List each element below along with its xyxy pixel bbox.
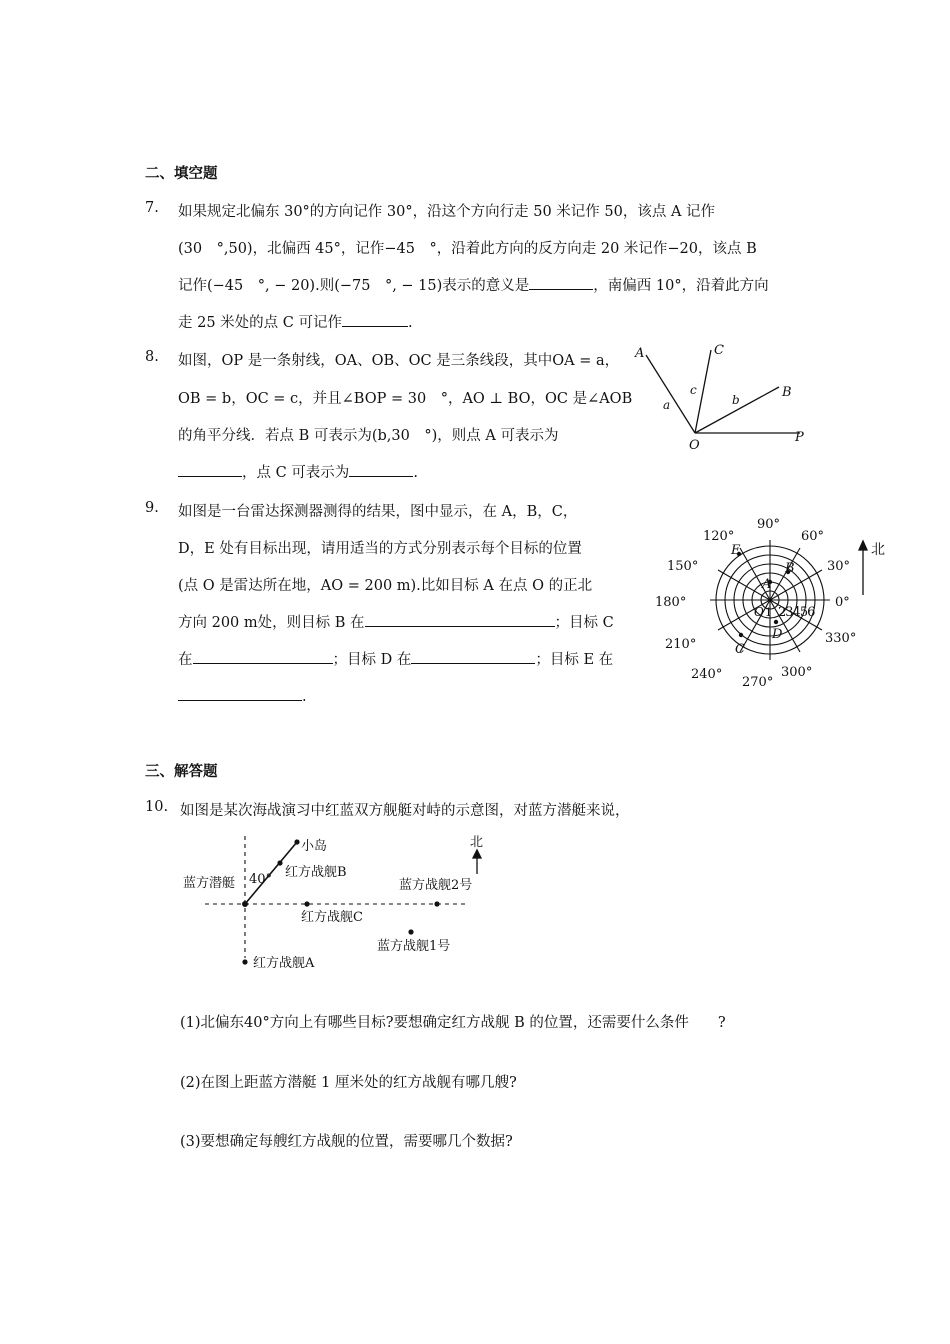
red-ship-b-label: 红方战舰B [285,865,347,880]
blue-submarine-dot [242,901,248,907]
angle-label: 210° [665,637,697,652]
blue-ship-1-dot [408,929,413,934]
subquestion-3: (3)要想确定每艘红方战舰的位置，需要哪几个数据? [180,1134,513,1150]
question-text: (30 °,50)，北偏西 45°，记作−45 °，沿着此方向的反方向走 20 米记作−20，该点 B [178,241,757,257]
target-c-label: C [735,642,745,657]
question-text: 如图，OP 是一条射线，OA、OB、OC 是三条线段，其中OA = a， [178,353,620,369]
angle-label: 0° [835,595,850,610]
label-c-point: C [714,343,724,358]
target-e-label: E [731,543,741,558]
naval-figure [175,828,505,973]
angle-40-label: 40° [249,872,273,887]
text-segment: ，南偏西 10°，沿着此方向 [593,278,769,294]
question-text: (点 O 是雷达所在地，AO = 200 m).比如目标 A 在点 O 的正北 [178,578,593,594]
red-ship-a-label: 红方战舰A [253,956,315,971]
radar-figure [655,510,895,695]
label-b-point: B [782,385,792,400]
text-segment: . [413,465,418,481]
answer-blank[interactable] [411,649,535,664]
blue-ship-2-label: 蓝方战舰2号 [399,878,473,893]
label-a-point: A [635,346,645,361]
target-b-label: B [785,561,795,576]
red-ship-c-label: 红方战舰C [301,910,363,925]
red-ship-a-dot [242,959,247,964]
submarine-label: 蓝方潜艇 [183,876,236,891]
label-c-length: c [690,383,697,397]
question-number: 8. [145,349,159,365]
answer-blank[interactable] [365,612,555,627]
angle-label: 90° [757,517,781,532]
target-d-label: D [772,627,783,642]
question-number: 9. [145,500,159,516]
question-text: 如图是某次海战演习中红蓝双方舰艇对峙的示意图，对蓝方潜艇来说， [180,803,630,819]
subquestion-2: (2)在图上距蓝方潜艇 1 厘米处的红方战舰有哪几艘? [180,1075,517,1091]
angle-label: 300° [781,665,813,680]
question-text: 如果规定北偏东 30°的方向记作 30°，沿这个方向行走 50 米记作 50，该点 A 记作 [178,204,716,220]
text-segment: 在 [178,652,193,668]
label-a-length: a [663,398,671,412]
segment-oa [646,355,695,433]
question-text [178,648,613,669]
answer-blank[interactable] [193,649,333,664]
angle-label: 240° [691,667,723,682]
angle-label: 330° [825,631,857,646]
text-segment: ；目标 D 在 [332,652,412,668]
question-text: 如图是一台雷达探测器测得的结果，图中显示，在 A，B，C， [178,504,578,520]
question-text [178,311,413,332]
angle-label: 30° [827,559,851,574]
answer-blank[interactable] [529,275,593,290]
label-b-length: b [732,393,740,407]
north-label: 北 [470,835,484,850]
blue-ship-1-label: 蓝方战舰1号 [377,939,451,954]
label-o-point: O [689,438,700,453]
text-segment: . [302,689,307,705]
angle-label: 60° [801,529,825,544]
question-text [178,274,769,295]
text-segment: 走 25 米处的点 C 可记作 [178,315,342,331]
red-ship-c-dot [304,901,309,906]
question-text [178,686,307,705]
segment-oc [695,350,711,433]
island-dot [294,839,299,844]
north-label: 北 [871,542,885,558]
section-title-fill-blank: 二、填空题 [145,166,218,182]
north-arrow-head [473,850,481,858]
angle-label: 180° [655,595,687,610]
angle-label: 150° [667,559,699,574]
target-d-dot [774,620,778,624]
answer-blank[interactable] [178,686,302,701]
text-segment: ；目标 E 在 [535,652,614,668]
text-segment: 方向 200 m处，则目标 B 在 [178,615,365,631]
question-number: 10. [145,799,169,815]
question-number: 7. [145,200,159,216]
section-title-answer: 三、解答题 [145,764,218,780]
question-text: OB = b，OC = c，并且∠BOP = 30 °，AO ⊥ BO，OC 是∠AOB [178,391,633,407]
text-segment: . [407,315,413,331]
answer-blank[interactable] [342,312,408,327]
question-text: D，E 处有目标出现，请用适当的方式分别表示每个目标的位置 [178,541,582,557]
north-arrow-head [859,541,867,550]
ring-number: 1 [765,606,772,619]
answer-blank[interactable] [349,462,413,477]
answer-blank[interactable] [178,462,242,477]
angle-figure [625,338,815,458]
question-text [178,461,418,482]
text-segment: ；目标 C [554,615,614,631]
subquestion-1: (1)北偏东40°方向上有哪些目标?要想确定红方战舰 B 的位置，还需要什么条件 ? [180,1015,726,1031]
text-segment: ，点 C 可表示为 [242,465,350,481]
target-c-dot [739,633,743,637]
angle-label: 120° [703,529,735,544]
question-text [178,611,614,632]
ring-numbers: 23456 [778,605,815,620]
island-label: 小岛 [301,839,328,854]
text-segment: 记作(−45 °, − 20).则(−75 °, − 15)表示的意义是 [178,278,530,294]
label-p-point: P [795,430,804,445]
origin-label: O [754,605,764,619]
angle-label: 270° [742,675,774,690]
red-ship-b-dot [277,860,282,865]
blue-ship-2-dot [434,901,439,906]
target-a-label: A [762,577,772,592]
question-text: 的角平分线．若点 B 可表示为(b,30 °)，则点 A 可表示为 [178,428,559,444]
